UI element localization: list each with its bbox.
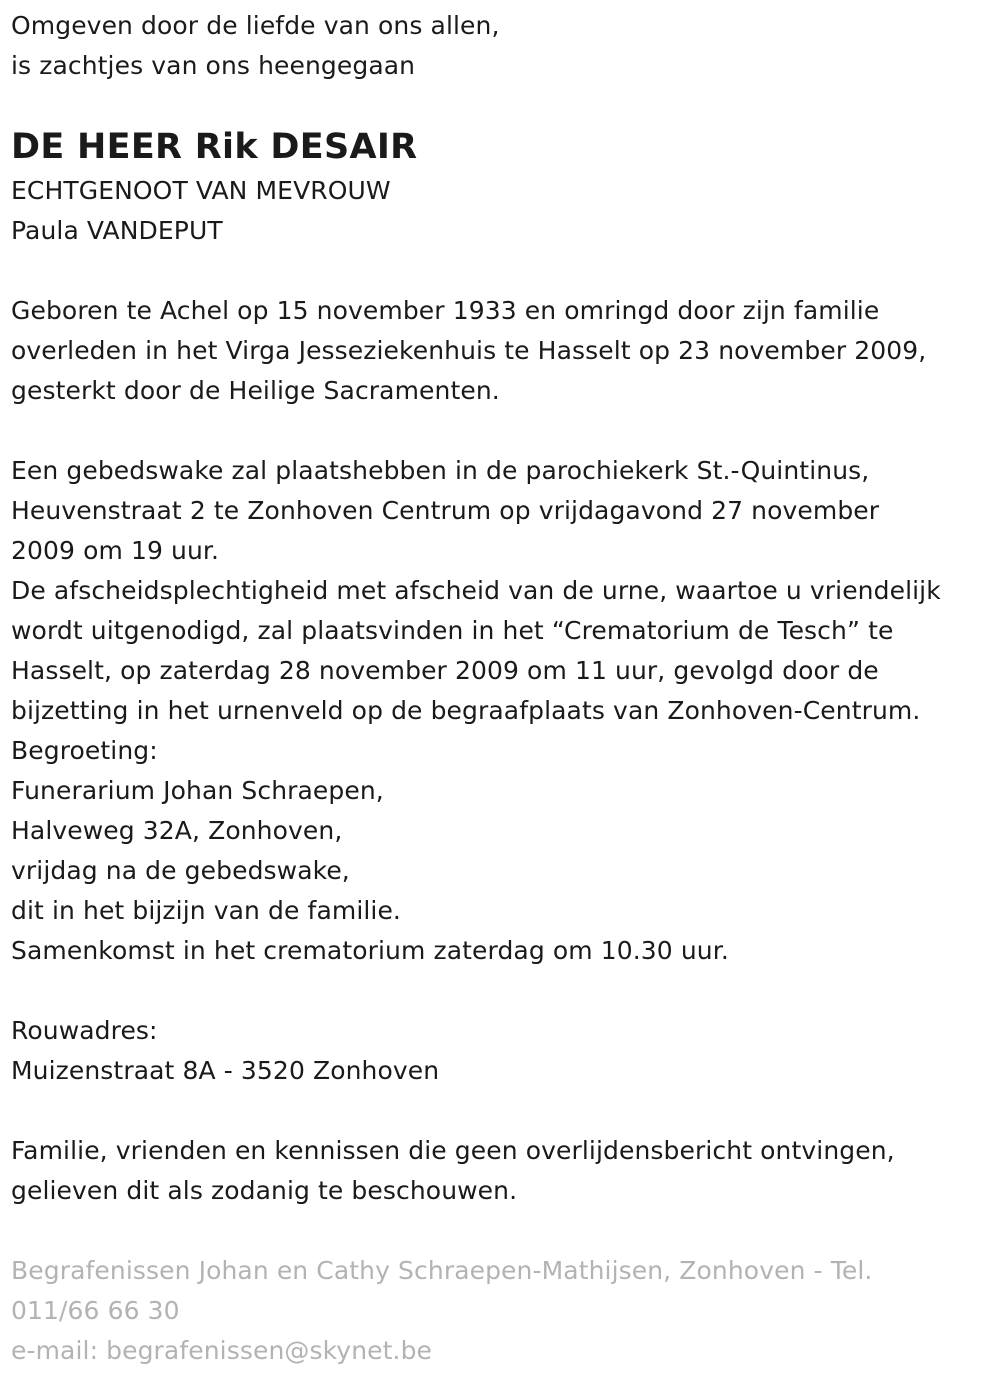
undertaker-footer: [11, 1251, 1000, 1371]
ceremony-line-1: Een gebedswake zal plaatshebben in de parochiekerk St.-Quintinus,: [11, 456, 870, 485]
greeting-line-1: Funerarium Johan Schraepen,: [11, 776, 384, 805]
undertaker-email: e-mail: begrafenissen@skynet.be: [11, 1336, 433, 1365]
greeting-line-4: dit in het bijzijn van de familie.: [11, 896, 401, 925]
gathering-line: Samenkomst in het crematorium zaterdag om 10.30 uur.: [11, 936, 729, 965]
deceased-section: [11, 127, 1000, 251]
greeting-line-3: vrijdag na de gebedswake,: [11, 856, 350, 885]
address-label: Rouwadres:: [11, 1016, 158, 1045]
address-section: [11, 1011, 1000, 1091]
ceremony-line-5: wordt uitgenodigd, zal plaatsvinden in het “Crematorium de Tesch” te: [11, 616, 894, 645]
greeting-line-2: Halveweg 32A, Zonhoven,: [11, 816, 343, 845]
notice-line-2: gelieven dit als zodanig te beschouwen.: [11, 1176, 518, 1205]
spacer: [11, 411, 1000, 451]
spouse-name: Paula VANDEPUT: [11, 216, 223, 245]
greeting-label: Begroeting:: [11, 736, 158, 765]
ceremony-line-6: Hasselt, op zaterdag 28 november 2009 om 11 uur, gevolgd door de: [11, 656, 879, 685]
ceremony-line-3: 2009 om 19 uur.: [11, 536, 220, 565]
ceremony-section: [11, 451, 1000, 971]
ceremony-line-2: Heuvenstraat 2 te Zonhoven Centrum op vrijdagavond 27 november: [11, 496, 880, 525]
spouse-relation: ECHTGENOOT VAN MEVROUW: [11, 176, 391, 205]
intro-line-1: Omgeven door de liefde van ons allen,: [11, 11, 500, 40]
ceremony-line-4: De afscheidsplechtigheid met afscheid van de urne, waartoe u vriendelijk: [11, 576, 941, 605]
spacer: [11, 86, 1000, 126]
birth-death-line-3: gesterkt door de Heilige Sacramenten.: [11, 376, 500, 405]
address-value: Muizenstraat 8A - 3520 Zonhoven: [11, 1056, 440, 1085]
spacer: [11, 251, 1000, 291]
deceased-name: DE HEER Rik DESAIR: [11, 127, 418, 167]
birth-death-line-2: overleden in het Virga Jesseziekenhuis te Hasselt op 23 november 2009,: [11, 336, 927, 365]
birth-death-section: [11, 291, 1000, 411]
ceremony-line-7: bijzetting in het urnenveld op de begraafplaats van Zonhoven-Centrum.: [11, 696, 921, 725]
intro-section: [11, 6, 1000, 86]
spacer: [11, 1091, 1000, 1131]
birth-death-line-1: Geboren te Achel op 15 november 1933 en omringd door zijn familie: [11, 296, 880, 325]
notice-section: [11, 1131, 1000, 1211]
undertaker-phone: 011/66 66 30: [11, 1296, 180, 1325]
spacer: [11, 971, 1000, 1011]
notice-line-1: Familie, vrienden en kennissen die geen overlijdensbericht ontvingen,: [11, 1136, 895, 1165]
spacer: [11, 1211, 1000, 1251]
intro-line-2: is zachtjes van ons heengegaan: [11, 51, 416, 80]
undertaker-name: Begrafenissen Johan en Cathy Schraepen-Mathijsen, Zonhoven - Tel.: [11, 1256, 873, 1285]
